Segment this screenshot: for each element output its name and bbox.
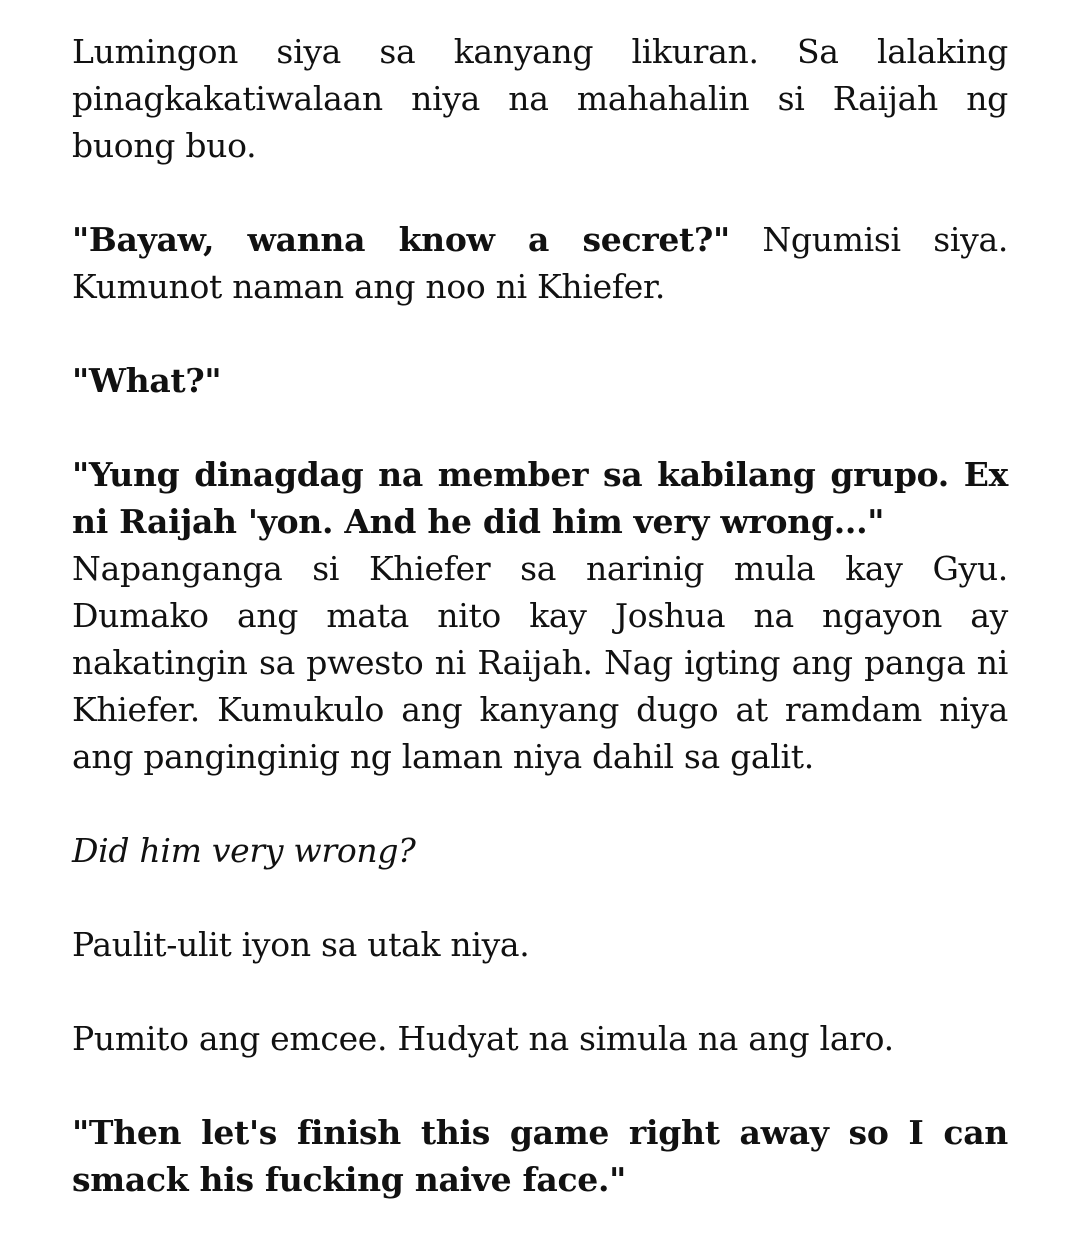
paragraph-8: Pumito ang emcee. Hudyat na simula na ang laro. — [72, 1019, 894, 1058]
paragraph-gap — [72, 404, 1008, 451]
paragraph-7: Paulit-ulit iyon sa utak niya. — [72, 925, 530, 964]
paragraph-gap — [72, 780, 1008, 827]
narration-text: Ngumisi siya. Kumunot naman ang noo ni Khiefer. — [72, 220, 1009, 306]
paragraph-9 — [72, 1109, 1008, 1203]
dialogue-bold: "Then let's finish this game right away so I can smack his fucking naive face." — [72, 1113, 1008, 1199]
paragraph-6 — [72, 827, 1008, 874]
story-page — [72, 28, 1008, 1203]
paragraph-4 — [72, 451, 1008, 545]
paragraph-gap — [72, 310, 1008, 357]
paragraph-gap — [72, 968, 1008, 1015]
paragraph-gap — [72, 874, 1008, 921]
paragraph-5: Napanganga si Khiefer sa narinig mula kay Gyu. Dumako ang mata nito kay Joshua na ngayon ay nakatingin sa pwesto ni Raijah. Nag igting ang panga ni Khiefer. Kumukulo ang kanyang dugo at ramdam niya ang panginginig ng laman niya dahil sa galit. — [72, 549, 1008, 776]
dialogue-bold: "What?" — [72, 361, 222, 400]
paragraph-gap — [72, 169, 1008, 216]
paragraph-3 — [72, 357, 1008, 404]
dialogue-bold: "Bayaw, wanna know a secret?" — [72, 220, 730, 259]
paragraph-gap — [72, 1062, 1008, 1109]
italic-thought: Did him very wrong? — [72, 831, 416, 870]
dialogue-bold: "Yung dinagdag na member sa kabilang grupo. Ex ni Raijah 'yon. And he did him very wrong..." — [72, 455, 1008, 541]
paragraph-2 — [72, 216, 1008, 310]
paragraph-1: Lumingon siya sa kanyang likuran. Sa lalaking pinagkakatiwalaan niya na mahahalin si Raijah ng buong buo. — [72, 32, 1008, 165]
